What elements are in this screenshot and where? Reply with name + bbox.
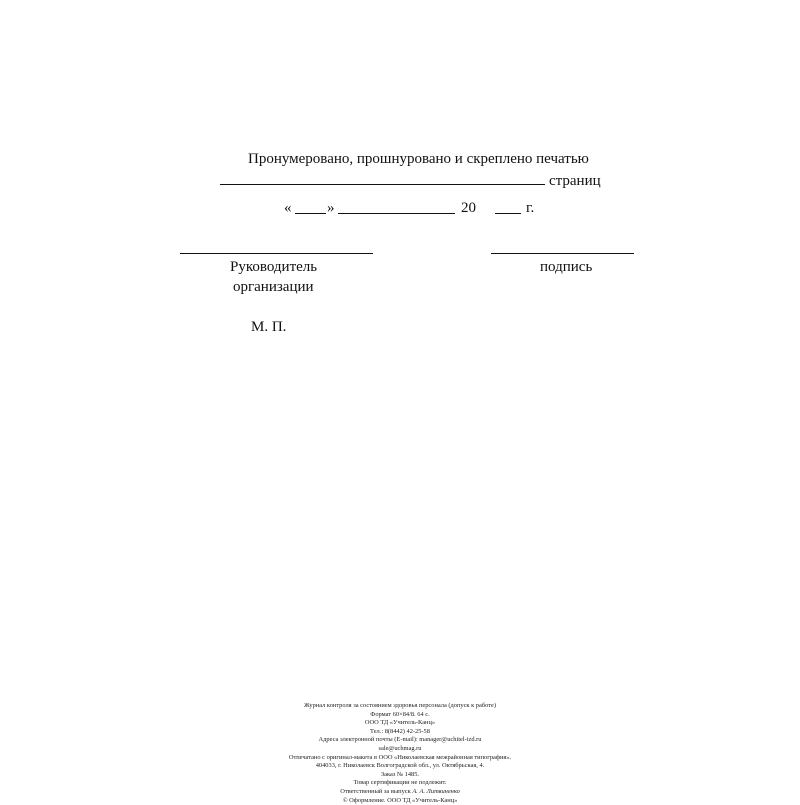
imprint-responsible-name: А. А. Литвиненко — [412, 787, 460, 795]
imprint-order: Заказ № 1485. — [380, 770, 420, 778]
imprint-responsible — [240, 788, 560, 797]
imprint-phone: Тел.: 8(8442) 42-25-58 — [370, 727, 430, 735]
quote-close: » — [327, 200, 335, 216]
signature-label: подпись — [540, 259, 593, 275]
imprint-format: Формат 60×84/8. 64 с. — [370, 710, 430, 718]
month-blank — [338, 213, 455, 214]
year-prefix: 20 — [461, 200, 476, 216]
imprint-email-2: sale@uchmag.ru — [378, 744, 422, 752]
signature-blank — [491, 253, 634, 254]
imprint-title: Журнал контроля за состоянием здоровья персонала (допуск к работе) — [304, 702, 496, 709]
imprint-responsible-prefix: Ответственный за выпуск — [340, 787, 411, 795]
publication-imprint — [240, 702, 560, 805]
imprint-printer: Отпечатано с оригинал-макета в ООО «Николаевская межрайонная типография». — [288, 753, 512, 761]
quote-open: « — [284, 200, 292, 216]
page-count-blank — [220, 184, 545, 185]
certification-heading: Пронумеровано, прошнуровано и скреплено печатью — [248, 151, 589, 167]
head-label-line1: Руководитель — [230, 259, 318, 275]
stamp-label: М. П. — [251, 319, 287, 335]
imprint-address: 404033, г. Николаевск Волгоградской обл., ул. Октябрьская, 4. — [315, 762, 485, 770]
pages-label: страниц — [549, 173, 601, 189]
year-blank — [495, 213, 521, 214]
head-label-line2: организации — [233, 279, 314, 295]
day-blank — [295, 213, 326, 214]
imprint-email: Адреса электронной почты (E-mail): manager@uchitel-izd.ru — [318, 736, 482, 744]
imprint-copyright: © Оформление. ООО ТД «Учитель-Канц» — [342, 796, 458, 804]
head-signature-blank — [180, 253, 373, 254]
imprint-publisher: ООО ТД «Учитель-Канц» — [364, 719, 436, 727]
imprint-certification: Товар сертификации не подлежит. — [353, 779, 447, 787]
year-suffix: г. — [526, 200, 535, 216]
